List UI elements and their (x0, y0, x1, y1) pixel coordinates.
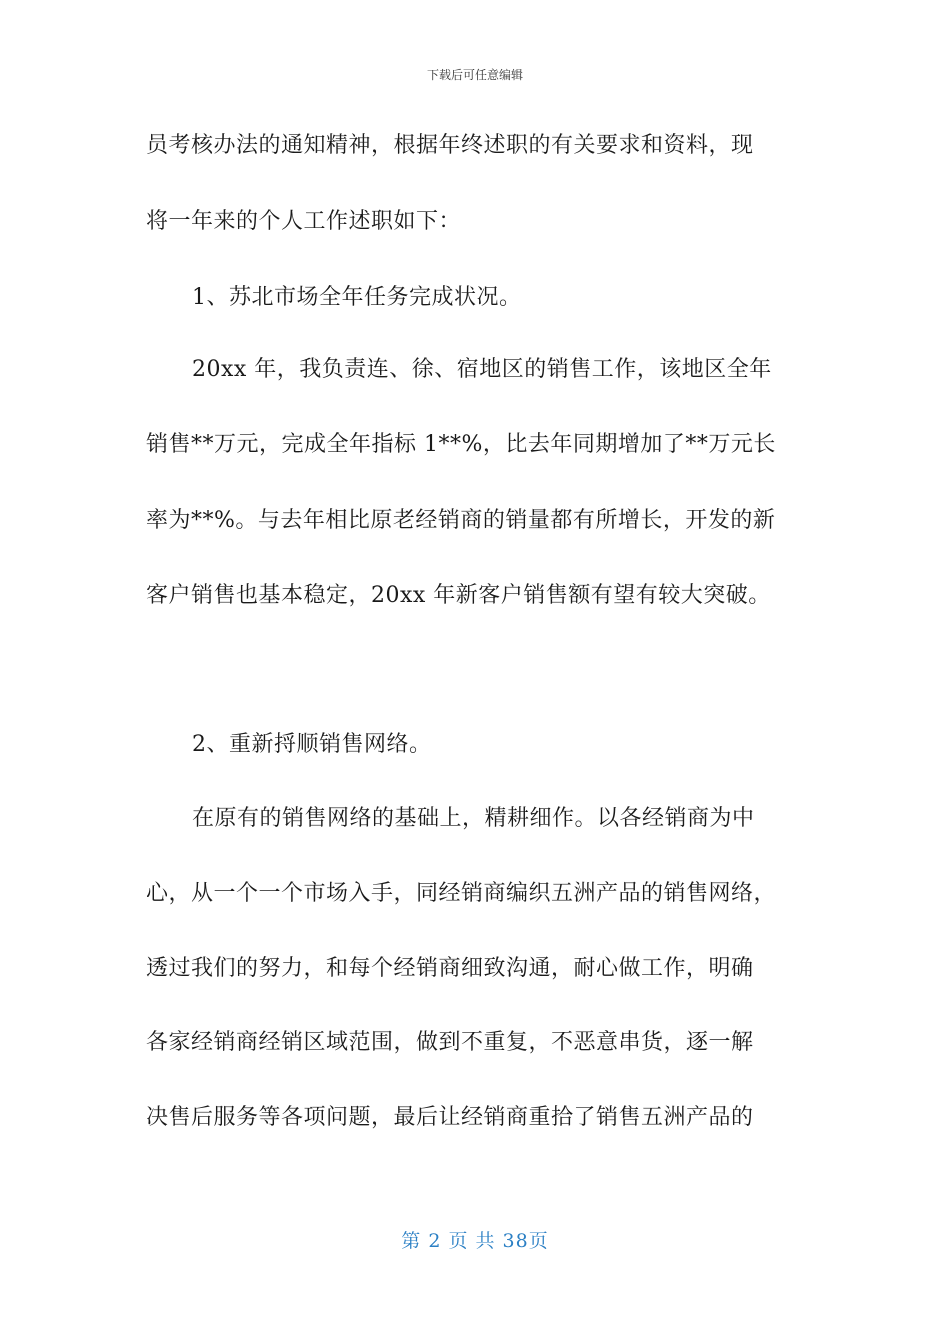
page-number-footer: 第 2 页 共 38页 (401, 1230, 549, 1252)
body-line: 销售**万元，完成全年指标 1**%，比去年同期增加了**万元长 (146, 432, 776, 457)
body-line: 心，从一个一个市场入手，同经销商编织五洲产品的销售网络， (146, 881, 777, 906)
body-line: 各家经销商经销区域范围，做到不重复，不恶意串货，逐一解 (146, 1030, 754, 1055)
body-line: 在原有的销售网络的基础上，精耕细作。以各经销商为中 (192, 806, 755, 831)
body-line: 决售后服务等各项问题，最后让经销商重拾了销售五洲产品的 (146, 1105, 754, 1130)
body-line: 透过我们的努力，和每个经销商细致沟通，耐心做工作，明确 (146, 956, 754, 981)
page-header: 下载后可任意编辑 (426, 68, 523, 82)
body-line: 率为**%。与去年相比原老经销商的销量都有所增长，开发的新 (146, 508, 776, 533)
body-line: 20xx 年，我负责连、徐、宿地区的销售工作，该地区全年 (192, 357, 772, 382)
section-heading: 1、苏北市场全年任务完成状况。 (192, 285, 522, 310)
section-heading: 2、重新捋顺销售网络。 (192, 732, 432, 757)
body-line: 客户销售也基本稳定，20xx 年新客户销售额有望有较大突破。 (146, 583, 771, 608)
body-line: 员考核办法的通知精神，根据年终述职的有关要求和资料，现 (146, 133, 754, 158)
body-line: 将一年来的个人工作述职如下： (146, 209, 462, 234)
